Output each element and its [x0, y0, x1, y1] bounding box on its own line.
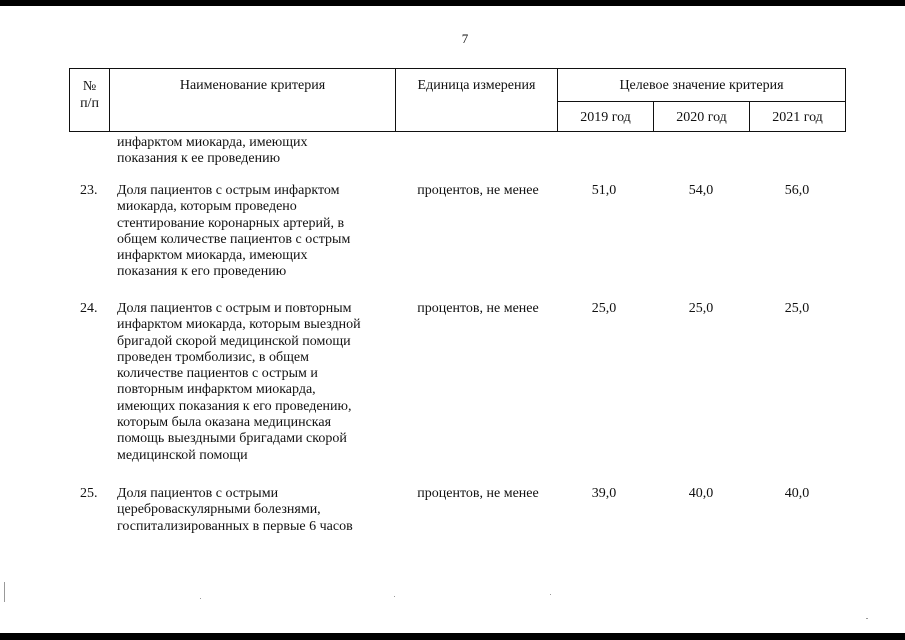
scan-noise — [4, 580, 884, 610]
value-2021: 40,0 — [784, 486, 810, 501]
scan-speck — [394, 596, 395, 597]
unit-of-measure: процентов, не менее — [417, 183, 539, 198]
scan-speck — [550, 594, 551, 595]
row-number: 24. — [80, 301, 98, 316]
header-year-2019: 2019 год — [580, 110, 631, 125]
page-border-bottom — [0, 633, 905, 640]
page-border-top — [0, 0, 905, 6]
value-2020: 54,0 — [688, 183, 714, 198]
unit-of-measure: процентов, не менее — [417, 486, 539, 501]
header-unit: Единица измерения — [417, 78, 536, 93]
header-year-divider-line — [558, 101, 846, 102]
header-year-2021: 2021 год — [772, 110, 823, 125]
unit-of-measure: процентов, не менее — [417, 301, 539, 316]
criterion-name: Доля пациентов с острыми цереброваскулярными болезнями, госпитализированных в первые 6 часов — [117, 486, 353, 534]
value-2021: 25,0 — [784, 301, 810, 316]
value-2020: 40,0 — [688, 486, 714, 501]
page-number: 7 — [461, 31, 469, 46]
row-number: 23. — [80, 183, 98, 198]
value-2019: 51,0 — [591, 183, 617, 198]
scan-speck — [866, 618, 868, 619]
criterion-name: Доля пациентов с острым инфарктом миокарда, которым проведено стентирование коронарных артерий, в общем количестве пациентов с острым инфарктом миокарда, имеющих показания к его проведению — [117, 183, 351, 280]
criterion-name: Доля пациентов с острым и повторным инфарктом миокарда, которым выездной бригадой скорой медицинской помощи проведен тромболизис, в общем количестве пациентов с острым и повторным инфарктом миокарда, имеющих показания к его проведению, которым была оказана медицинская помощь выездными бригадами скорой медицинской помощи — [117, 301, 361, 463]
header-target: Целевое значение критерия — [619, 78, 784, 93]
value-2019: 25,0 — [591, 301, 617, 316]
header-year-2020: 2020 год — [676, 110, 727, 125]
header-name: Наименование критерия — [179, 78, 326, 93]
row-number: 25. — [80, 486, 98, 501]
header-top-line — [69, 68, 846, 69]
continuation-text: инфарктом миокарда, имеющих показания к ее проведению — [117, 135, 308, 167]
scan-speck — [4, 582, 5, 602]
header-bottom-line — [69, 131, 846, 132]
value-2019: 39,0 — [591, 486, 617, 501]
header-right-line — [845, 68, 846, 132]
value-2020: 25,0 — [688, 301, 714, 316]
scan-speck — [200, 598, 201, 599]
header-num: № п/п — [80, 79, 99, 111]
value-2021: 56,0 — [784, 183, 810, 198]
